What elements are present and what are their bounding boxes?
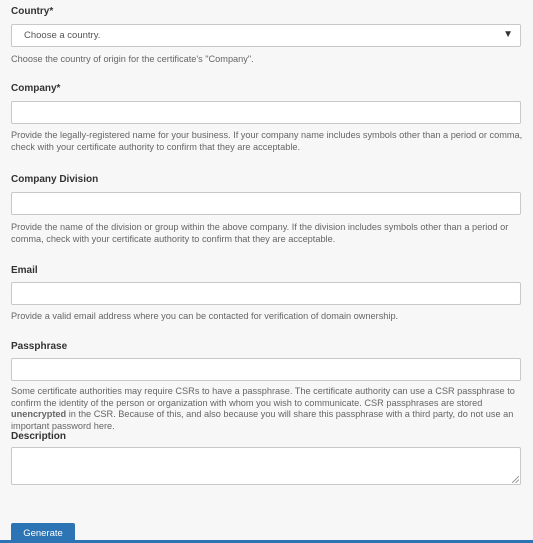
country-label: Country*	[11, 6, 54, 17]
passphrase-label: Passphrase	[11, 341, 68, 352]
passphrase-help-emphasis: unencrypted	[11, 409, 67, 420]
country-select[interactable]	[11, 24, 521, 47]
company-help: Provide the legally-registered name for your business. If your company name includes symbols other than a period or comma, check with your certificate authority to confirm that they are acceptable.	[11, 130, 523, 152]
email-help: Provide a valid email address where you can be contacted for verification of domain ownership.	[11, 311, 399, 321]
resize-handle-icon[interactable]	[512, 476, 519, 483]
passphrase-help	[11, 386, 526, 432]
email-input[interactable]	[11, 282, 521, 305]
passphrase-help-text: Some certificate authorities may require CSRs to have a passphrase. The certificate authority can use a CSR passphrase to confirm the identity of the person or organization with whom you wish to communicate. CSR passphrases are stored	[11, 386, 515, 408]
passphrase-help-text-end: in the CSR. Because of this, and also because you will share this passphrase with a third party, do not use an important password here.	[11, 409, 514, 431]
division-help: Provide the name of the division or group within the above company. If the division includes symbols other than a period or comma, check with your certificate authority to confirm that they are acceptable.	[11, 222, 509, 244]
description-textarea[interactable]	[11, 447, 521, 485]
division-label: Company Division	[11, 174, 99, 185]
passphrase-input[interactable]	[11, 358, 521, 381]
caret-down-icon: ▼	[503, 29, 513, 40]
generate-button[interactable]: Generate	[11, 523, 75, 543]
description-label: Description	[11, 431, 67, 442]
email-label: Email	[11, 265, 38, 276]
country-selected-value: Choose a country.	[24, 30, 101, 41]
company-input[interactable]	[11, 101, 521, 124]
division-input[interactable]	[11, 192, 521, 215]
company-label: Company*	[11, 83, 61, 94]
country-help: Choose the country of origin for the certificate's "Company".	[11, 54, 254, 64]
